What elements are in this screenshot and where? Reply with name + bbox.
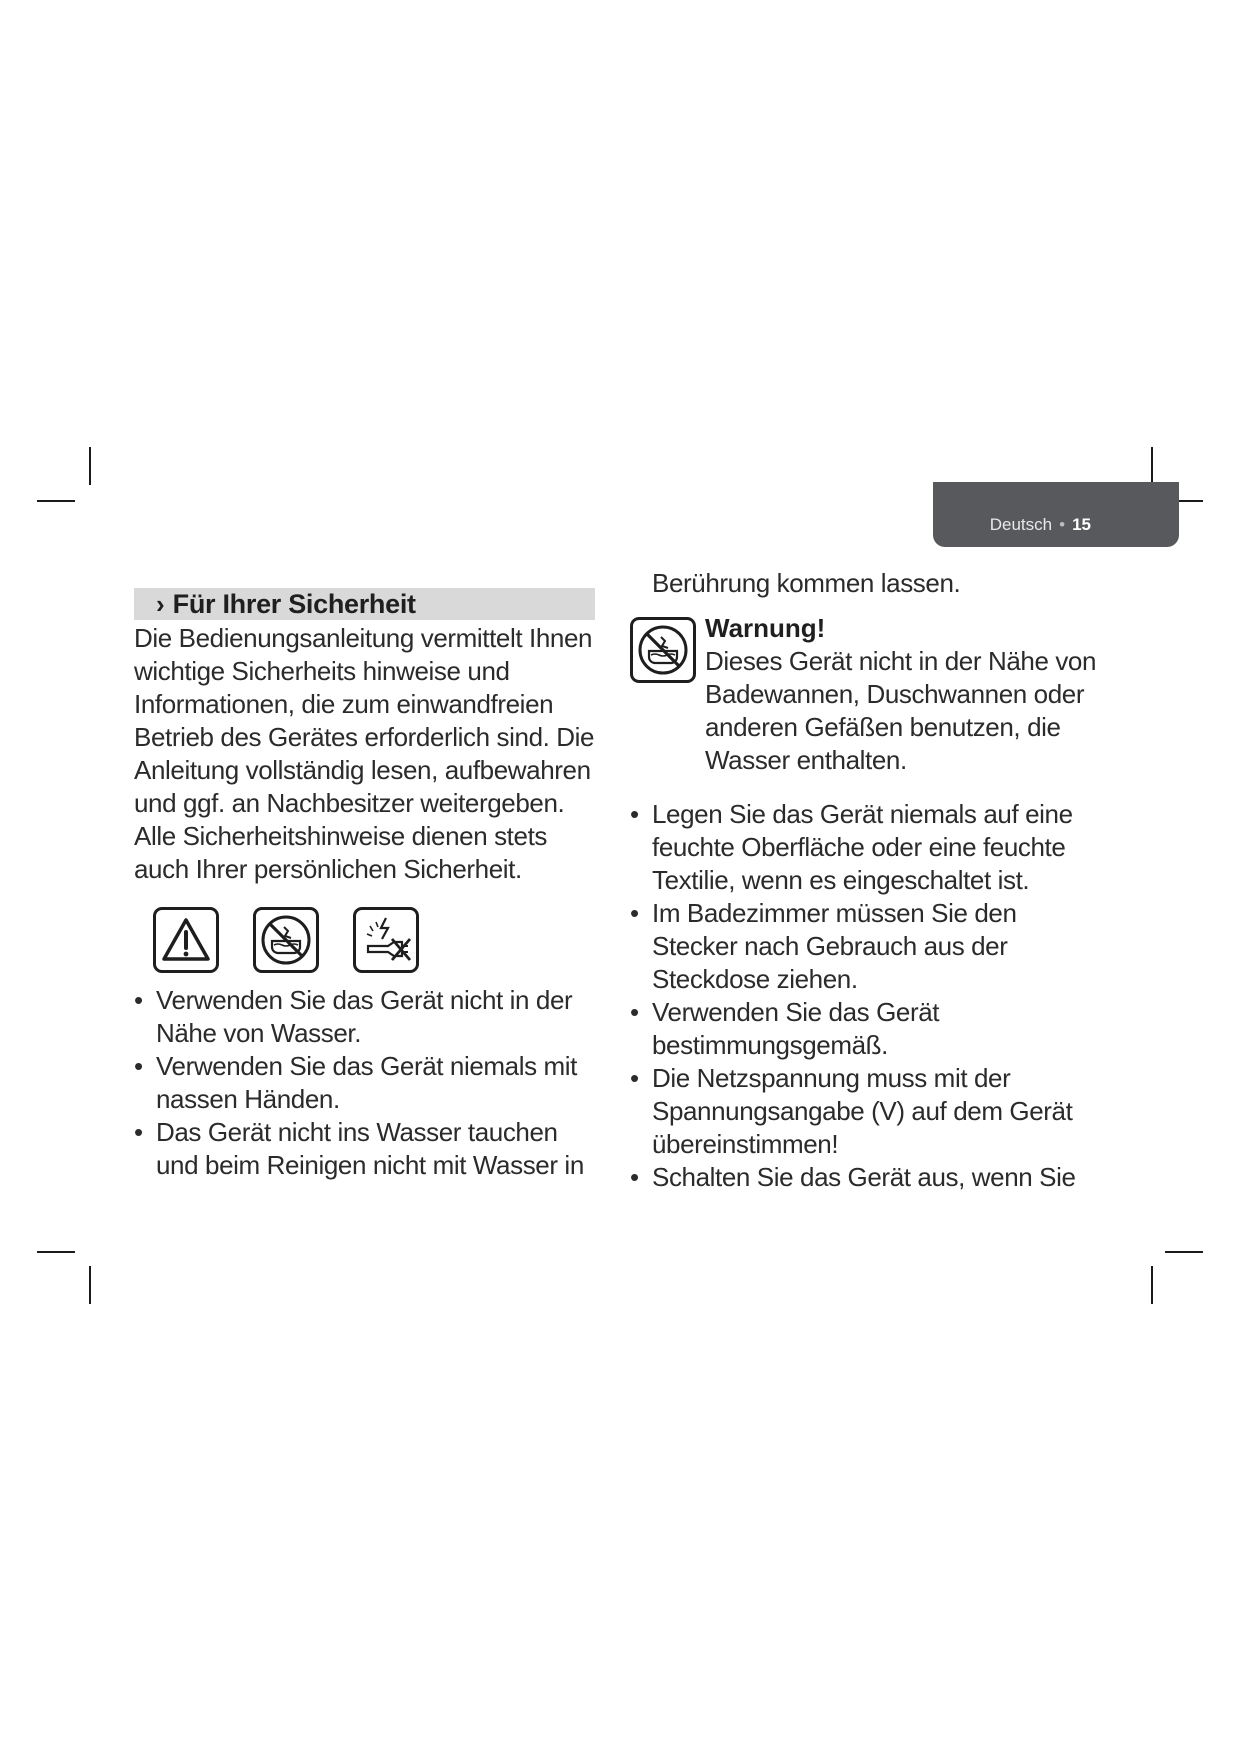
crop-mark [89,447,91,485]
language-label: Deutsch [989,515,1053,534]
list-item: • Das Gerät nicht ins Wasser tauchen und beim Reinigen nicht mit Wasser in [134,1116,604,1182]
continued-text: Berührung kommen lassen. [652,568,961,598]
intro-paragraph: Die Bedienungsanleitung vermittelt Ihnen wichtige Sicherheits hinweise und Informationen, die zum einwandfreien Betrieb des Gerätes erforderlich sind. Die Anleitung vollständig lesen, aufbewahren und ggf. an Nachbesitzer weitergeben. Alle Sicherheitshinweise dienen stets auch Ihrer persönlichen Sicherheit. [134,623,595,884]
no-wet-plug-icon [353,907,419,973]
list-item: • Die Netzspannung muss mit der Spannungsangabe (V) auf dem Gerät übereinstimmen! [630,1062,1100,1161]
chevron-right-icon: › [156,589,165,619]
crop-mark [37,500,75,502]
warning-text: Dieses Gerät nicht in der Nähe von Badewannen, Duschwannen oder anderen Gefäßen benutzen, die Wasser enthalten. [705,646,1097,775]
crop-mark [1151,1266,1153,1304]
no-water-bath-warning-icon [630,617,696,683]
crop-mark [1165,1251,1203,1253]
no-water-bath-icon [253,907,319,973]
list-item: • Legen Sie das Gerät niemals auf eine feuchte Oberfläche oder eine feuchte Textilie, wenn es eingeschaltet ist. [630,798,1100,897]
section-heading [134,588,595,620]
crop-mark [1151,447,1153,485]
page-tab [933,482,1179,547]
warning-triangle-icon [153,907,219,973]
warning-title: Warnung! [705,613,826,643]
list-item: • Verwenden Sie das Gerät bestimmungsgemäß. [630,996,1100,1062]
right-bullet-list [630,798,1100,1194]
page-number: 15 [1072,515,1091,534]
separator: • [1059,515,1066,534]
list-item: • Verwenden Sie das Gerät niemals mit nassen Händen. [134,1050,604,1116]
left-bullet-list [134,984,604,1182]
crop-mark [89,1266,91,1304]
crop-mark [37,1251,75,1253]
list-item: • Verwenden Sie das Gerät nicht in der Nähe von Wasser. [134,984,604,1050]
list-item: • Schalten Sie das Gerät aus, wenn Sie [630,1161,1100,1194]
list-item: • Im Badezimmer müssen Sie den Stecker nach Gebrauch aus der Steckdose ziehen. [630,897,1100,996]
section-title: Für Ihrer Sicherheit [172,588,416,619]
safety-icons [153,907,419,973]
